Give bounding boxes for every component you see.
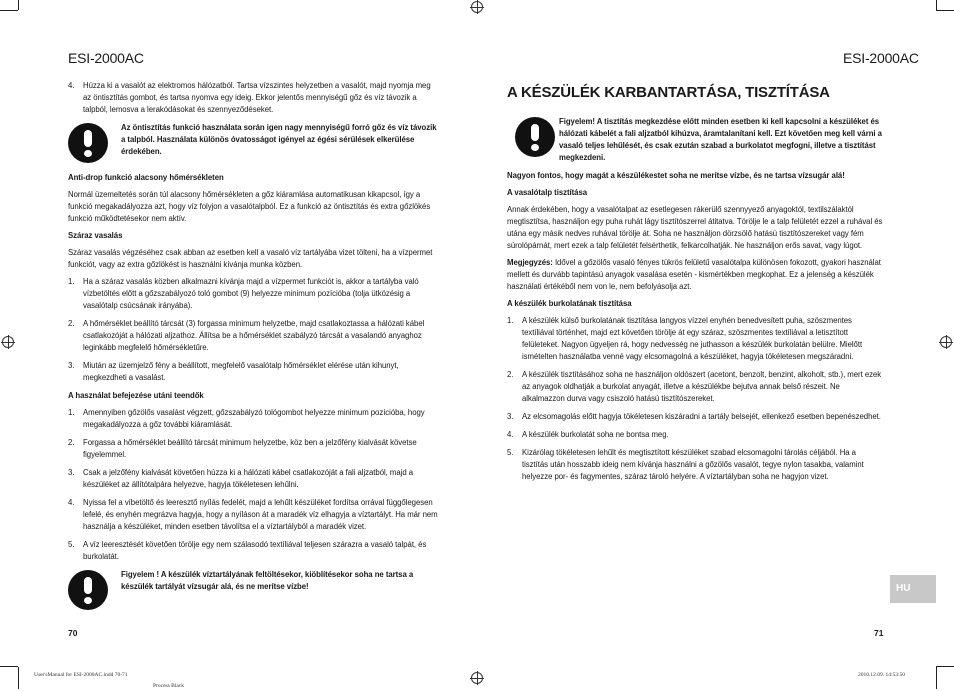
page-number-right: 71 — [874, 628, 884, 638]
crop-mark — [0, 10, 18, 11]
crop-mark — [0, 666, 18, 667]
registration-mark-icon — [940, 336, 952, 348]
list-item: 5. Kizárólag tökéletesen lehűlt és megtisztított készüléket szabad elcsomagolni tárolás céljából. Ha a tisztítás után hosszabb ideig nem kívánja használni a gőzölős vasalót, tegye nylon tasakba, valamint helyezze por- és fagymentes, száraz tároló helyére. A víztartályban soha ne hagyjon vizet. — [507, 448, 864, 481]
list-item: 5. A víz leeresztését követően törölje egy nem szálasodó textíliával teljesen szárazra a vasaló talpát, és burkolatát. — [68, 540, 427, 561]
registration-mark-icon — [471, 672, 483, 684]
list-item: 1. Ha a száraz vasalás közben alkalmazni kívánja majd a vízpermet funkciót is, akkor a tartályba való vízbetöltés előtt a gőzszabályozó toló gombot (9) helyezze minimum pozícióba (tolja ütközésig a vasalótalp csúcsának irányába). — [68, 277, 419, 310]
list-item: 3. Miután az üzemjelző fény a beállított, megfelelő vasalótalp hőmérséklet elérése után kihunyt, megkezdheti a vasalást. — [68, 361, 399, 382]
crop-mark — [936, 666, 954, 667]
warning-icon — [68, 123, 108, 163]
warning-icon — [68, 570, 108, 610]
section-heading: Anti-drop funkció alacsony hőmérsékleten — [68, 173, 224, 182]
list-item: 4. Nyissa fel a víbetöltő és leeresztő nyílás fedelét, majd a lehűlt készüléket fordítsa orrával függőlegesen lefelé, és enyhén megrázva hagyja, hogy a nyíláson át a maradék víz elhagyja a víztartályt. Ha már nem használja a készüléket, minden esetben távolítsa el a víztartályból a maradék vizet. — [68, 498, 438, 531]
list-item: 2. Forgassa a hőmérséklet beállító tárcsát minimum helyzetbe, köz ben a jelzőfény kialvását követse figyelemmel. — [68, 438, 417, 459]
warning-box: Figyelem ! A készülék víztartályának feltöltésekor, kiöblítésekor soha ne tartsa a készülék tartályát vízsugár alá, és ne merítse vízbe! — [68, 569, 440, 613]
registration-mark-icon — [2, 336, 14, 348]
section-heading: A készülék burkolatának tisztítása — [507, 299, 632, 308]
list-item: 3. Csak a jelzőfény kialvását követően húzza ki a hálózati kábel csatlakozóját a fali aljzatból, majd a készüléket az állítótalpára helyezve, hagyja tökéletesen lehűlni. — [68, 468, 414, 489]
warning-box: Figyelem! A tisztítás megkezdése előtt minden esetben ki kell kapcsolni a készüléket és hálózati kábelét a fali aljzatból kihúzva, áramtalanítani kell. Ezt követően meg kell várni a vasaló teljes lehűlését, és csak ezután szabad a burkolatot megfogni, illetve a tisztítást megkezdeni. — [507, 116, 883, 164]
crop-mark — [936, 0, 937, 10]
footer-datetime: 2010.12.09. 14:53:50 — [858, 672, 906, 678]
language-tab: HU — [890, 575, 936, 603]
section-heading: A használat befejezése utáni teendők — [68, 391, 204, 400]
note-paragraph: Megjegyzés: Idővel a gőzölős vasaló fényes tükrös felületű vasalótalpa különösen fokozott, gyakori használat mellett és durvább tapintású anyagok vasalása esetén - kismértékben megkophat. Ez a jelenség a készülék használati értékéből nem von le, nem befolyásolja azt. — [507, 258, 881, 291]
page-number-left: 70 — [68, 628, 78, 638]
footer-filename: User'sManual for ESI-2000AC.indd 70-71 — [34, 672, 128, 678]
left-column — [68, 80, 440, 619]
paragraph: Annak érdekében, hogy a vasalótalpat az esetlegesen rákerülő szennyyező anyagoktól, textilszálaktól megtisztítsa, használjon egy puha ruhát lágy tisztítószerrel átitatva. Törölje le a talp felületét ezzel a ruhával és utána egy másik nedves ruhával törölje át. Soha ne használjon dörzsölő hatású tisztítószereket vagy fém súrolópárnát, mert ezek a talp felületét felsérthetik, felkarcolhatják. Ne használjon erős savat, vagy lúgot. — [507, 205, 883, 250]
footer-process-color: Process Black — [153, 683, 185, 689]
list-item: 1. Amennyiben gőzölős vasalást végzett, gőzszabályzó tológombot helyezze minimum pozícióba, hogy megakadályozza a gőz további kiáramlását. — [68, 408, 425, 429]
model-name-right: ESI-2000AC — [843, 50, 919, 66]
section-heading: Száraz vasalás — [68, 231, 123, 240]
page-title: A KÉSZÜLÉK KARBANTARTÁSA, TISZTÍTÁSA — [507, 84, 830, 101]
model-name-left: ESI-2000AC — [68, 50, 144, 66]
list-item: 4. Húzza ki a vasalót az elektromos hálózatból. Tartsa vízszintes helyzetben a vasalót, majd nyomja meg az öntisztítás gombot, és tartsa nyomva egy ideig. Ekkor jelentős mennyiségű gőz és víz távozik a talpból, lemosva a lerakódásokat és szennyeződéseket. — [68, 81, 431, 114]
paragraph: Normál üzemeltetés során túl alacsony hőmérsékleten a gőz kiáramlása automatikusan kikapcsol, így a funkció megakadályozza azt, hogy víz folyjon a vasalótalpból. Ez a funkció az öntisztítás és extra gőzlökés funkció működtetésekor nem aktív. — [68, 190, 431, 223]
important-notice: Nagyon fontos, hogy magát a készülékestet soha ne merítse vízbe, és ne tartsa vízsugár alá! — [507, 171, 845, 180]
list-item: 4. A készülék burkolatát soha ne bontsa meg. — [507, 430, 669, 439]
warning-icon — [515, 117, 555, 157]
section-heading: A vasalótalp tisztítása — [507, 188, 588, 197]
crop-mark — [18, 0, 19, 10]
crop-mark — [936, 10, 954, 11]
list-item: 1. A készülék külső burkolatának tisztítása langyos vízzel enyhén benedvesített puha, szöszmentes textíliával történhet, majd ezt követően törölje át egy száraz, szöszmentes textíliával a letisztított felületeket. Nagyon ügyeljen rá, hogy nedvesség ne juthasson a készülék burkolatán belülre. Mielőtt ismételten használatba venné vagy elcsomagolná a készüléket, hagyja tökéletesen megszáradni. — [507, 316, 863, 361]
registration-mark-icon — [471, 1, 483, 13]
list-item: 2. A készülék tisztításához soha ne használjon oldószert (acetont, benzolt, benzint, alkoholt, stb.), mert ezek az anyagok oldhatják a burkolat anyagát, illetve a készülékbe bejutva annak belső részeit. Ne alkalmazzon durva vagy csiszoló hatású tisztítószereket. — [507, 370, 882, 403]
list-item: 2. A hőmérséklet beállító tárcsát (3) forgassa minimum helyzetbe, majd csatlakoztassa a hálózati kábel csatlakozóját a hálózati aljzathoz. Állítsa be a hőmérséklet szabályzó tárcsát a vasalandó anyaghoz leginkább megfelelő hőmérsékletűre. — [68, 319, 425, 352]
warning-box: Az öntisztítás funkció használata során igen nagy mennyiségű forró gőz és víz távozik a talpból. Használata különös óvatosságot igényel az égési sérülések elkerülése érdekében. — [68, 122, 440, 166]
list-item: 3. Az elcsomagolás előtt hagyja tökéletesen kiszáradni a tartály belsejét, ellenkező esetben bepenészedhet. — [507, 412, 881, 421]
paragraph: Száraz vasalás végzéséhez csak abban az esetben kell a vasaló víz tartályába vizet tölteni, ha a vízpermet funkciót, vagy az extra gőzlökést is használni kívánja munka közben. — [68, 248, 433, 269]
right-column — [507, 116, 883, 489]
crop-mark — [936, 667, 937, 689]
crop-mark — [18, 667, 19, 689]
